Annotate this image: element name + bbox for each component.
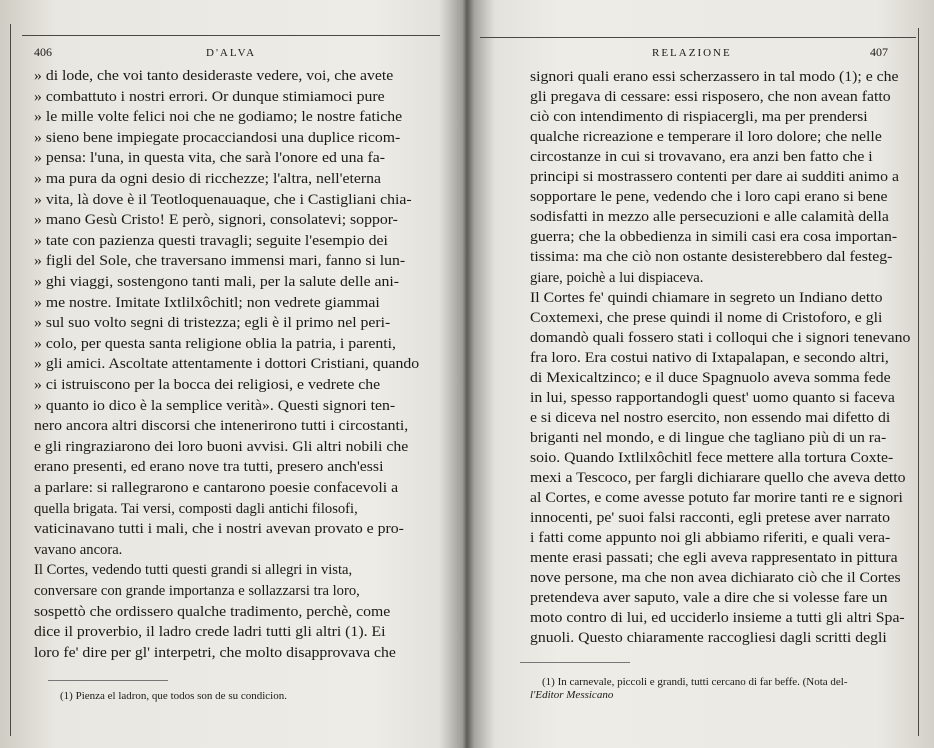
right-line: innocenti, pe' suoi falsi racconti, egli pretese aver narrato <box>530 510 890 527</box>
left-line: » ci istruiscono per la bocca dei religiosi, e vedrete che <box>34 377 381 393</box>
right-page <box>472 0 934 748</box>
footnote-right-line-2-text: l'Editor Messicano <box>530 689 614 701</box>
left-line: Il Cortes, vedendo tutti questi grandi si allegri in vista, <box>34 562 353 579</box>
right-line: soio. Quando Ixtlilxôchitl fece mettere alla tortura Coxte- <box>530 449 894 466</box>
left-line: » combattuto i nostri errori. Or dunque stimiamoci pure <box>34 88 385 105</box>
left-line: loro fe' dire per gl' interpetri, che molto disapprovava che <box>34 644 396 661</box>
right-line: domandò quali fossero stati i colloqui che i signori tenevano <box>530 329 911 346</box>
right-line: tissima: ma che ciò non ostante desisterebbero dal festeg- <box>530 249 893 266</box>
left-line: » ghi viaggi, sostengono tanti mali, per la salute delle ani- <box>34 274 400 290</box>
left-line: erano presenti, ed erano nove tra tutti, presero anch'essi <box>34 459 384 476</box>
left-line: » di lode, che voi tanto desideraste vedere, voi, che avete <box>34 68 394 84</box>
right-line: pretendeva aver saputo, vale a dire che si volesse fare un <box>530 590 888 607</box>
left-line: a parlare: si rallegrarono e cantarono poesie confacevoli a <box>34 480 399 496</box>
left-line: vavano ancora. <box>34 541 123 558</box>
right-line: di Mexicaltzinco; e il duce Spagnuolo aveva somma fede <box>530 369 891 386</box>
left-top-rule <box>22 35 440 36</box>
left-footnote-rule <box>48 680 168 681</box>
right-line: principi si mostrassero contenti per dare ai sudditi animo a <box>530 169 899 186</box>
right-line: giare, poichè a lui dispiaceva. <box>530 269 704 286</box>
right-line: signori quali erano essi scherzassero in tal modo (1); e che <box>530 69 899 85</box>
footnote-right-line-2 <box>530 689 613 701</box>
right-line: guerra; che la obbedienza in simili casi era cosa importan- <box>530 229 898 246</box>
right-line: i fatti come appunto noi gli abbiamo riferiti, e quali vera- <box>530 530 891 547</box>
right-line: sodisfatti in mezzo alle persecuzioni e alle calamità della <box>530 209 889 226</box>
right-top-rule <box>480 37 916 38</box>
left-line: » quanto io dico è la semplice verità». Questi signori ten- <box>34 397 396 414</box>
right-line: Il Cortes fe' quindi chiamare in segreto un Indiano detto <box>530 289 883 306</box>
right-line: briganti nel mondo, e di lingue che tagliano più di un ra- <box>530 429 887 446</box>
right-line: moto contro di lui, ed ucciderlo insieme a tutti gli altri Spa- <box>530 610 905 627</box>
right-line: nove persone, ma che non avea dichiarato ciò che il Cortes <box>530 570 901 587</box>
left-line: e gli ringraziarono dei loro buoni avvisi. Gli altri nobili che <box>34 438 409 455</box>
right-line: qualche ricreazione e temperare il loro dolore; che nelle <box>530 129 882 146</box>
left-line: » pensa: l'una, in questa vita, che sarà l'onore ed una fa- <box>34 150 385 167</box>
left-line: » vita, là dove è il Teotloquenauaque, che i Castigliani chia- <box>34 191 412 208</box>
left-line: » mano Gesù Cristo! E però, signori, consolatevi; soppor- <box>34 212 398 229</box>
left-line: » colo, per questa santa religione oblia la patria, i parenti, <box>34 335 396 352</box>
left-line: sospettò che ordissero qualche tradimento, perchè, come <box>34 603 391 620</box>
right-line: gnuoli. Questo chiaramente raccogliesi dagli scritti degli <box>530 630 887 647</box>
left-line: conversare con grande importanza e sollazzarsi tra loro, <box>34 583 360 599</box>
left-outer-rule <box>10 24 11 736</box>
right-line: mente erasi passati; che egli aveva rappresentato in pittura <box>530 550 898 567</box>
right-line: fra loro. Era costui nativo di Ixtapalapan, e secondo altri, <box>530 349 889 366</box>
left-line: » figli del Sole, che traversano immensi mari, fanno si lun- <box>34 253 406 270</box>
page-number-left: 406 <box>34 45 52 59</box>
right-line: in lui, spesso rapportandogli quest' uomo quanto si faceva <box>530 389 895 406</box>
running-head-right: RELAZIONE <box>652 47 732 59</box>
right-line: sopportare le pene, vedendo che i loro capi erano si bene <box>530 189 888 206</box>
left-line: » me nostre. Imitate Ixtlilxôchitl; non vedrete giammai <box>34 294 380 311</box>
footnote-left: (1) Pienza el ladron, que todos son de su condicion. <box>60 690 287 702</box>
left-line: » gli amici. Ascoltate attentamente i dottori Cristiani, quando <box>34 356 420 373</box>
left-line: » sul suo volto segni di tristezza; egli è il primo nel peri- <box>34 315 391 332</box>
left-line: nero ancora altri discorsi che intenerirono tutti i circostanti, <box>34 418 409 435</box>
right-line: al Cortes, e come avesse potuto far morire tanti re e signori <box>530 490 903 507</box>
page-number-right: 407 <box>870 45 888 59</box>
left-line: vaticinavano tutti i mali, che i nostri avevan provato e pro- <box>34 521 404 538</box>
right-line: mexi a Tescoco, per fargli dichiarare quello che aveva detto <box>530 470 906 486</box>
right-line: ciò con intendimento di rispiacergli, ma per prendersi <box>530 109 868 126</box>
left-line: dice il proverbio, il ladro crede ladri tutti gli altri (1). Ei <box>34 624 386 641</box>
left-line: » tate con pazienza questi travagli; seguite l'esempio dei <box>34 232 388 249</box>
left-line: quella brigata. Tai versi, composti dagli antichi filosofi, <box>34 500 358 517</box>
running-head-left: D'ALVA <box>206 47 257 59</box>
left-page <box>0 0 462 748</box>
right-footnote-rule <box>520 662 630 663</box>
left-line: » le mille volte felici noi che ne godiamo; le nostre fatiche <box>34 109 403 126</box>
footnote-right-line-1: (1) In carnevale, piccoli e grandi, tutti cercano di far beffe. (Nota del- <box>542 676 848 688</box>
left-line: » sieno bene impiegate procacciandosi una duplice ricom- <box>34 129 401 146</box>
right-line: gli pregava di cessare: essi risposero, che non avean fatto <box>530 89 891 106</box>
right-line: Coxtemexi, che prese quindi il nome di Cristoforo, e gli <box>530 309 883 326</box>
right-outer-rule <box>918 28 919 736</box>
right-line: circostanze in cui si trovavano, era anzi ben fatto che i <box>530 149 873 166</box>
left-line: » ma pura da ogni desio di ricchezze; l'altra, nell'eterna <box>34 171 382 187</box>
right-line: e si diceva nel nostro esercito, non essendo mai difetto di <box>530 409 891 426</box>
